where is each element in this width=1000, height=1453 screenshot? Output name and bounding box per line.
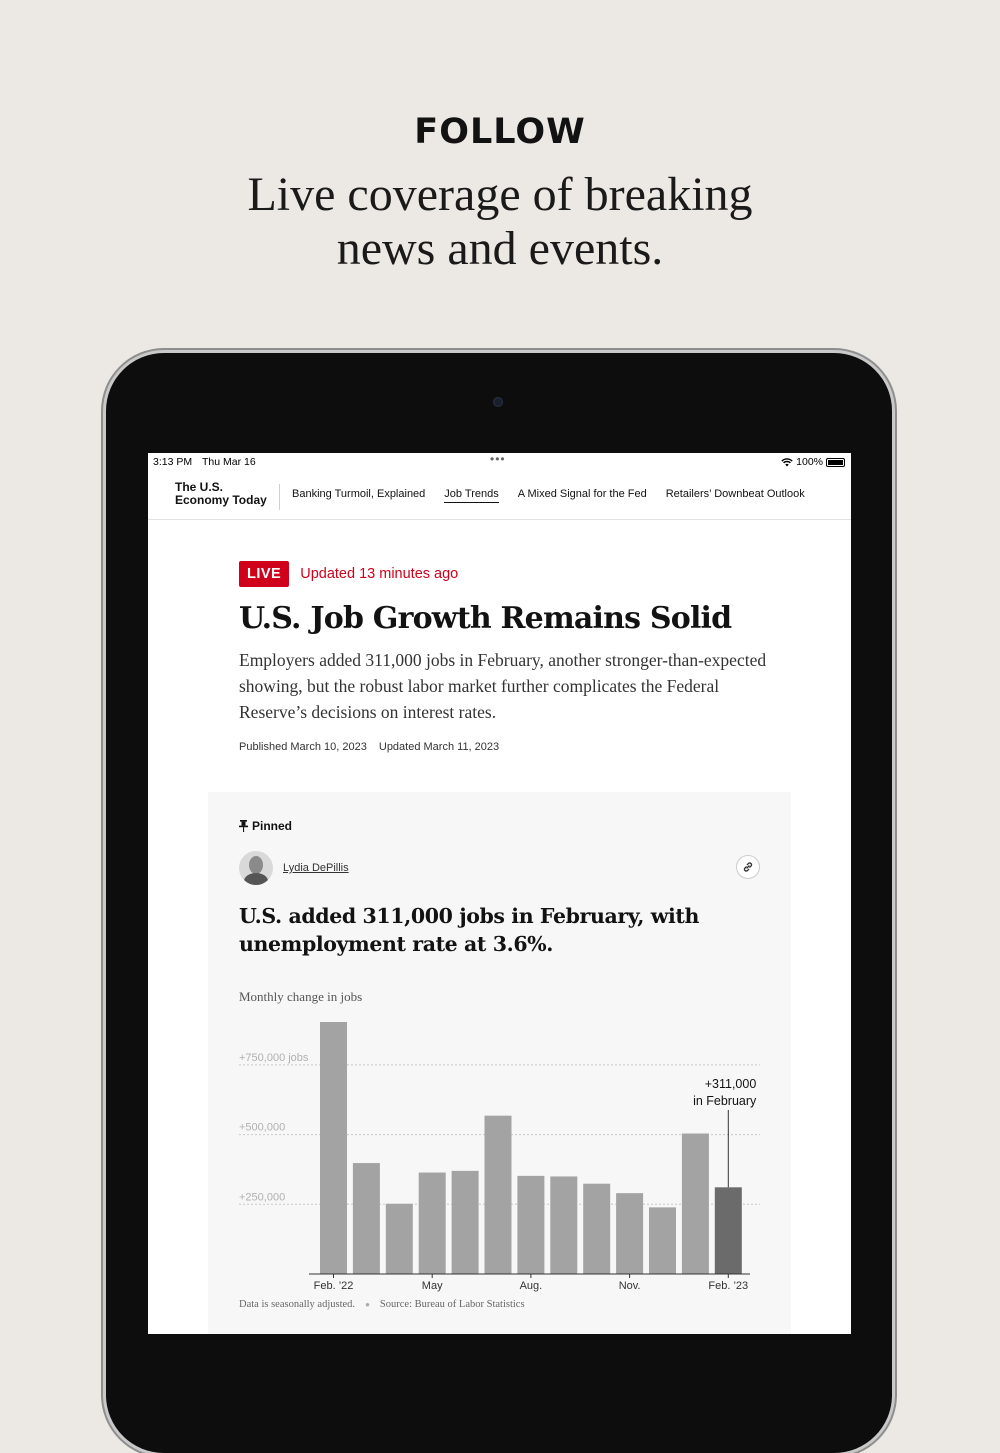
chart-title: Monthly change in jobs (239, 989, 363, 1004)
bar-5 (485, 1116, 512, 1274)
bar-7 (550, 1176, 577, 1274)
x-tick-label-0: Feb. ’22 (313, 1280, 354, 1292)
status-right (781, 456, 845, 468)
x-tick-label-2: Aug. (519, 1280, 543, 1292)
bar-6 (517, 1176, 544, 1274)
bar-9 (616, 1193, 643, 1274)
front-camera (493, 397, 503, 407)
x-tick-label-4: Feb. ’23 (708, 1280, 749, 1292)
author-name-link[interactable]: Lydia DePillis (283, 862, 349, 874)
bar-2 (386, 1204, 413, 1274)
annotation-value: +311,000 (704, 1077, 757, 1091)
promo-headline-line1: Live coverage of breaking (247, 168, 753, 221)
pinned-post-card (208, 792, 791, 1334)
x-tick-label-3: Nov. (618, 1280, 641, 1292)
multitasking-dots-icon[interactable]: ••• (490, 453, 506, 466)
article-header (239, 561, 779, 753)
ipad-screen (148, 453, 851, 1334)
article-dates (239, 741, 779, 753)
nav-brand-line2: Economy Today (175, 493, 267, 507)
nav-link-mixed-signal[interactable]: A Mixed Signal for the Fed (517, 488, 647, 500)
promo-headline (0, 168, 1000, 276)
status-date: Thu Mar 16 (202, 456, 256, 468)
y-tick-label-0: +250,000 (239, 1191, 286, 1204)
y-tick-label-1: +500,000 (239, 1121, 286, 1134)
nav-brand[interactable] (175, 481, 275, 507)
live-badge: LIVE (239, 561, 289, 587)
bar-1 (353, 1163, 380, 1274)
nav-divider (279, 484, 280, 510)
status-bar (148, 453, 851, 471)
nav-brand-line1: The U.S. (175, 480, 224, 494)
published-date: Published March 10, 2023 (239, 741, 367, 753)
y-tick-label-2: +750,000 jobs (239, 1051, 309, 1064)
nav-links (292, 488, 805, 503)
bar-11 (682, 1134, 709, 1274)
promo-headline-line2: news and events. (336, 222, 664, 275)
annotation-label: in February (693, 1094, 757, 1108)
article-headline: U.S. Job Growth Remains Solid (239, 601, 732, 636)
promo-kicker: FOLLOW (414, 112, 586, 152)
bar-4 (452, 1171, 479, 1274)
bar-10 (649, 1207, 676, 1274)
updated-timestamp: Updated 13 minutes ago (300, 566, 459, 582)
bar-8 (583, 1184, 610, 1274)
nav-link-job-trends[interactable]: Job Trends (444, 488, 498, 503)
battery-icon (826, 458, 845, 467)
source-note: Source: Bureau of Labor Statistics (379, 1299, 525, 1310)
bar-0 (320, 1022, 347, 1274)
jobs-bar-chart (208, 792, 791, 1302)
status-time: 3:13 PM (153, 456, 193, 468)
seasonal-note: Data is seasonally adjusted. (239, 1299, 356, 1310)
bar-3 (419, 1173, 446, 1274)
updated-date: Updated March 11, 2023 (378, 741, 500, 753)
nav-link-banking-turmoil[interactable]: Banking Turmoil, Explained (292, 488, 426, 500)
card-title: U.S. added 311,000 jobs in February, with unemployment rate at 3.6%. (239, 904, 699, 956)
bar-12 (715, 1187, 742, 1274)
live-row (239, 561, 779, 587)
article-summary: Employers added 311,000 jobs in February, another stronger-than-expected showing, but the robust labor market further complicates the Federal Reserve’s decisions on interest rates. (239, 650, 767, 722)
battery-percent: 100% (796, 456, 823, 468)
wifi-icon (781, 458, 793, 467)
section-navbar (148, 475, 851, 520)
footnote-separator-dot: ● (365, 1300, 370, 1309)
x-tick-label-1: May (421, 1280, 443, 1292)
chart-footnote (239, 1299, 525, 1310)
pinned-text: Pinned (252, 819, 293, 833)
nav-link-retailers-outlook[interactable]: Retailers’ Downbeat Outlook (665, 488, 805, 500)
